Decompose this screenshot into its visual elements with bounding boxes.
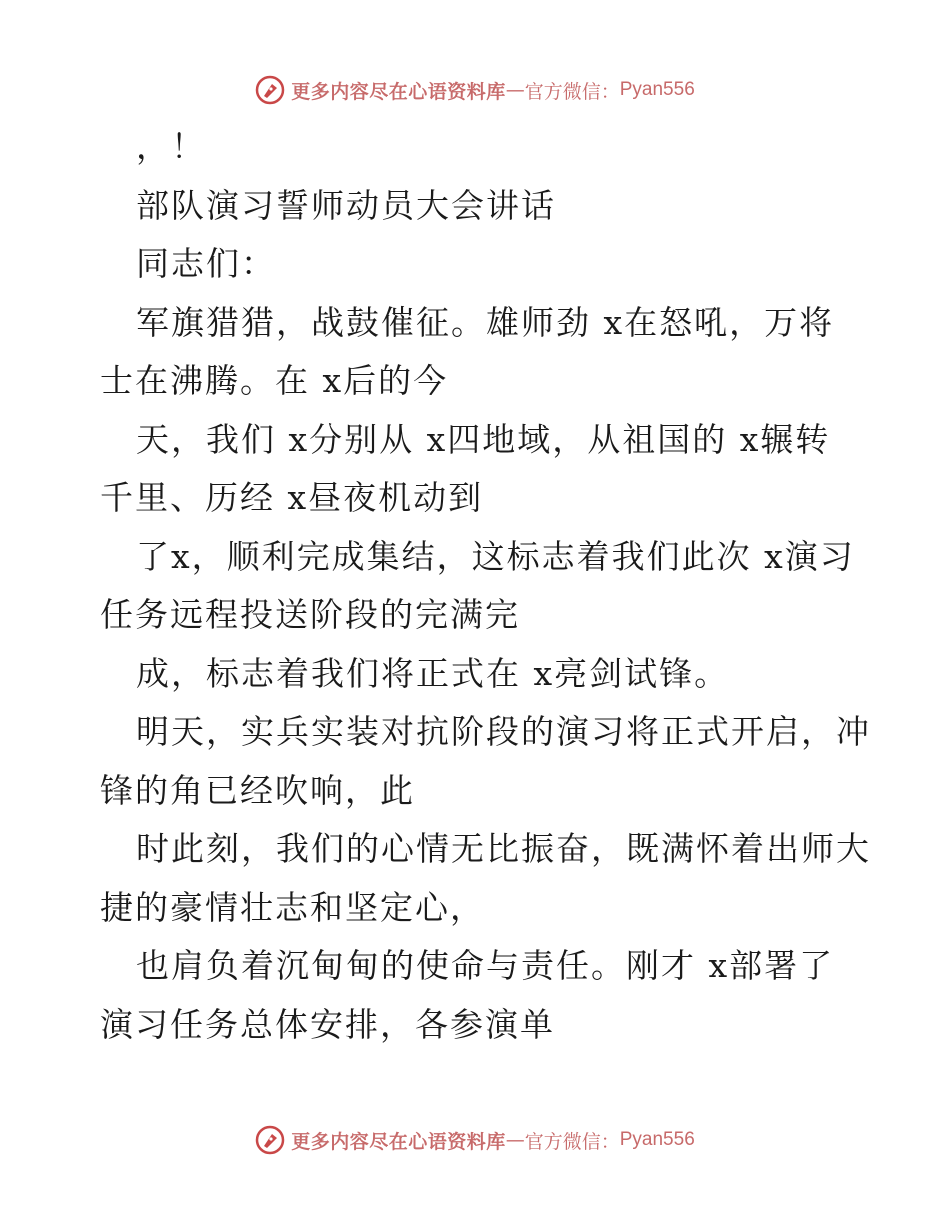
watermark-separator: — [505,1129,525,1151]
watermark-wechat-id: Pyan556 [619,79,695,100]
pen-nib-logo-icon [255,1125,285,1155]
text-line: 成，标志着我们将正式在 x亮剑试锋。 [136,653,730,693]
watermark-sub-text: 官方微信： [524,80,620,103]
text-line: 天，我们 x分别从 x四地域，从祖国的 x辗转 [136,419,831,459]
text-line: 了x，顺利完成集结，这标志着我们此次 x演习 [136,536,855,576]
text-line: 任务远程投送阶段的完满完 [100,595,520,634]
header-watermark [0,70,950,110]
text-line: 时此刻，我们的心情无比振奋，既满怀着出师大 [136,829,871,868]
text-line: 明天，实兵实装对抗阶段的演习将正式开启，冲 [136,712,871,751]
text-line: 也肩负着沉甸甸的使命与责任。刚才 x部署了 [136,946,835,985]
pen-nib-logo-icon [255,75,285,105]
document-body [100,118,871,1054]
document-title: 部队演习誓师动员大会讲话 [136,185,556,225]
watermark-sub-text: 官方微信： [524,1130,620,1153]
salutation: 同志们： [136,244,276,283]
text-line: ，！ [136,127,206,166]
watermark-wechat-id: Pyan556 [619,1129,695,1150]
watermark-main-text: 更多内容尽在心语资料库 [291,80,506,103]
text-line: 军旗猎猎，战鼓催征。雄师劲 x在怒吼，万将 [136,302,835,342]
watermark-main-text: 更多内容尽在心语资料库 [291,1130,506,1153]
text-line: 士在沸腾。在 x后的今 [100,361,449,400]
text-line: 千里、历经 x昼夜机动到 [100,478,484,517]
text-line: 锋的角已经吹响，此 [100,770,415,810]
footer-watermark [0,1120,950,1160]
text-line: 捷的豪情壮志和坚定心， [100,887,485,927]
text-line: 演习任务总体安排，各参演单 [100,1004,555,1044]
watermark-separator: — [505,79,525,101]
